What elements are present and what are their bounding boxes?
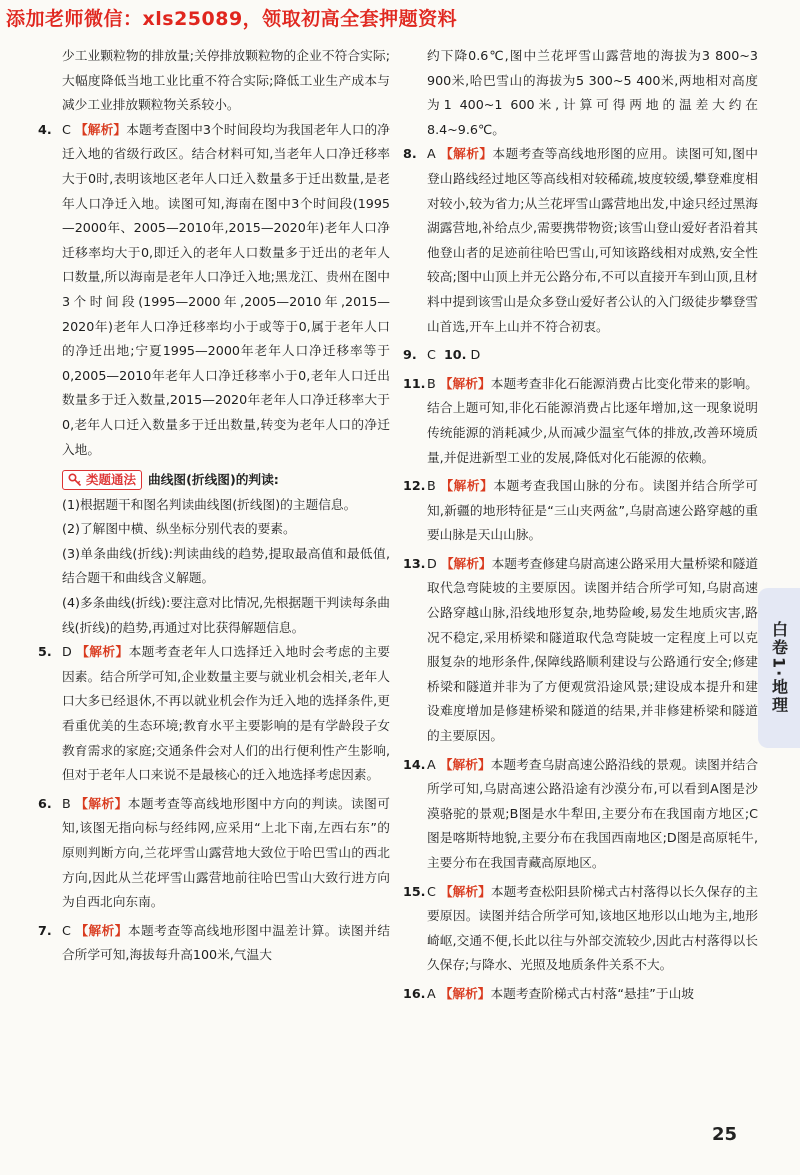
answer-choice: A [427, 146, 436, 162]
analysis-tag: 【解析】 [75, 121, 127, 137]
method-point: (3)单条曲线(折线):判读曲线的趋势,提取最高值和最低值,结合题干和曲线含义解题。 [62, 545, 390, 586]
answer-number: 5. [38, 644, 52, 660]
method-box [38, 468, 390, 640]
analysis-tag: 【解析】 [440, 555, 492, 571]
analysis-tag: 【解析】 [439, 375, 491, 391]
answer-item-13 [403, 552, 758, 749]
answer-text: 本题考查等高线地形图中方向的判读。读图可知,该图无指向标与经纬网,应采用“上北下南,左西右东”的原则判断方向,兰花坪雪山露营地大致位于哈巴雪山的西北方向,因此从兰花坪雪山露营地前往哈巴雪山大致行进方向为自西北向东南。 [62, 795, 390, 910]
method-point: (2)了解图中横、纵坐标分别代表的要素。 [62, 521, 296, 537]
answer-choice: D [427, 555, 437, 571]
method-badge-label: 类题通法 [86, 472, 137, 488]
answer-number: 8. [403, 146, 417, 162]
answer-item-12 [403, 474, 758, 548]
answer-item-6 [38, 792, 390, 915]
answer-item-16 [403, 982, 758, 1007]
answer-text: 本题考查修建乌尉高速公路采用大量桥梁和隧道取代急弯陡坡的主要原因。读图并结合所学可知,乌尉高速公路穿越山脉,沿线地形复杂,地势险峻,易发生地质灾害,路况不稳定,采用桥梁和隧道取代急弯陡坡一定程度上可以克服复杂的地形条件,保障线路顺利建设与公路通行安全;修建桥梁和隧道并非为了方便观赏沿途风景;建设成本提升和建设难度增加是修建桥梁和隧道的结果,并非修建桥梁和隧道的主要原因。 [427, 555, 759, 744]
answer-item-15 [403, 880, 758, 978]
answer-choice: B [62, 795, 71, 811]
answer-text: 本题考查图中3个时间段均为我国老年人口的净迁入地的省级行政区。结合材料可知,当老年人口净迁移率大于0时,表明该地区老年人口迁入数量多于迁出数量,是老年人口净迁入地。读图可知,海南在图中3个时间段(1995—2000年、2005—2010年,2015—2020年)老年人口净迁移率均大于0,即迁入的老年人口数量多于迁出的老年人口数量,所以海南是老年人口净迁入地;黑龙江、贵州在图中3个时间段(1995—2000年,2005—2010年,2015—2020年)老年人口净迁移率均小于或等于0,属于老年人口的净迁出地;宁夏1995—2000年老年人口净迁移率等于0,2005—2010年老年人口净迁移率小于0,老年人口迁出数量多于迁入数量,2015—2020年老年人口净迁移率大于0,老年人口迁入数量多于迁出数量,转变为老年人口的净迁入地。 [62, 121, 390, 457]
answer-text: 本题考查老年人口选择迁入地时会考虑的主要因素。结合所学可知,企业数量主要与就业机会相关,老年人口大多已经退休,不再以就业机会作为迁入地的选择条件,更看重优美的生态环境;教育水平主要影响的是有学龄段子女教育需求的家庭;交通条件会对人们的出行便利性产生影响,但对于老年人口来说不是最核心的迁入地选择考虑因素。 [62, 644, 390, 783]
answer-choice: C [62, 922, 71, 938]
continued-text: 少工业颗粒物的排放量;关停排放颗粒物的企业不符合实际;大幅度降低当地工业比重不符合实际;降低工业生产成本与减少工业排放颗粒物关系较小。 [62, 48, 390, 113]
answer-number: 16. [403, 985, 426, 1001]
promo-banner: 添加老师微信：xls25089，领取初高全套押题资料 [6, 8, 458, 30]
page-number: 25 [712, 1124, 738, 1145]
method-point: (4)多条曲线(折线):要注意对比情况,先根据题干判读每条曲线(折线)的趋势,再通过对比获得解题信息。 [62, 595, 390, 635]
subject-side-tab-label: 白卷1·地理 [769, 621, 789, 715]
continued-text: 约下降0.6℃,图中兰花坪雪山露营地的海拔为3 800~3 900米,哈巴雪山的海拔为5 300~5 400米,两地相对高度为1 400~1 600米,计算可得两地的温差大约在8.4~9.6℃。 [427, 48, 758, 137]
method-point: (1)根据题干和图名判读曲线图(折线图)的主题信息。 [62, 496, 357, 512]
method-badge [62, 470, 142, 490]
right-column [403, 44, 758, 1007]
analysis-tag: 【解析】 [440, 146, 493, 162]
answer-choice: C [62, 121, 71, 137]
analysis-tag: 【解析】 [75, 922, 128, 938]
answer-number: 14. [403, 756, 426, 772]
answer-choice: B [427, 375, 436, 391]
analysis-tag: 【解析】 [439, 756, 491, 772]
answer-text: 本题考查松阳县阶梯式古村落得以长久保存的主要原因。读图并结合所学可知,该地区地形以山地为主,地形崎岖,交通不便,长此以往与外部交流较少,因此古村落得以长久保存;与降水、光照及地质条件关系不大。 [427, 883, 759, 973]
answer-item-7 [38, 919, 390, 968]
subject-side-tab [758, 588, 800, 748]
answer-choice: C [427, 347, 436, 363]
answer-number: 6. [38, 795, 52, 811]
answer-number: 4. [38, 121, 52, 137]
key-icon [68, 473, 82, 487]
answer-text: 本题考查乌尉高速公路沿线的景观。读图并结合所学可知,乌尉高速公路沿途有沙漠分布,可以看到A图是沙漠骆驼的景观;B图是水牛犁田,主要分布在我国南方地区;C图是喀斯特地貌,主要分布在我国西南地区;D图是高原牦牛,主要分布在我国青藏高原地区。 [427, 756, 759, 870]
analysis-tag: 【解析】 [440, 478, 494, 494]
analysis-tag: 【解析】 [439, 985, 491, 1001]
answer-number: 7. [38, 922, 52, 938]
answer-choice: C [427, 883, 436, 899]
left-column [38, 44, 390, 968]
answer-text: 本题考查阶梯式古村落“悬挂”于山坡 [490, 985, 694, 1001]
answer-number: 10. [443, 347, 467, 363]
answer-choice: A [427, 985, 436, 1001]
answer-choice: D [470, 347, 481, 363]
answer-item-11 [403, 372, 758, 470]
answer-item-5 [38, 640, 390, 788]
answer-item-4 [38, 118, 390, 462]
answer-text: 本题考查等高线地形图的应用。读图可知,图中登山路线经过地区等高线相对较稀疏,坡度较缓,攀登难度相对较小,较为省力;从兰花坪雪山露营地出发,中途只经过黑海湖露营地,补给点少,需要携带物资;该雪山登山爱好者沿着其他登山者的足迹前往哈巴雪山,可知该路线相对成熟,安全性较高;图中山顶上并无公路分布,不可以直接开车到山顶,且材料中提到该雪山是众多登山爱好者公认的入门级徒步攀登雪山首选,开车上山并不符合初衷。 [427, 146, 758, 334]
analysis-tag: 【解析】 [76, 644, 129, 660]
answer-choice: D [62, 644, 72, 660]
answer-number: 11. [403, 375, 426, 391]
answer-choice: B [427, 478, 436, 494]
answer-choice: A [427, 756, 436, 772]
analysis-tag: 【解析】 [75, 795, 128, 811]
answer-item-9-10 [403, 343, 758, 368]
answer-text: 本题考查非化石能源消费占比变化带来的影响。结合上题可知,非化石能源消费占比逐年增加,这一现象说明传统能源的消耗减少,从而减少温室气体的排放,改善环境质量,并促进新型工业的发展,降低对化石能源的依赖。 [427, 375, 758, 465]
answer-number: 13. [403, 555, 426, 571]
answer-text: 本题考查等高线地形图中温差计算。读图并结合所学可知,海拔每升高100米,气温大 [62, 922, 390, 963]
answer-text: 本题考查我国山脉的分布。读图并结合所学可知,新疆的地形特征是“三山夹两盆”,乌尉高速公路穿越的重要山脉是天山山脉。 [427, 478, 758, 543]
answer-item-8 [403, 142, 758, 339]
answer-number: 12. [403, 478, 426, 494]
method-title: 曲线图(折线图)的判读: [148, 472, 279, 488]
answer-number: 15. [403, 883, 426, 899]
answer-number: 9. [403, 347, 417, 363]
analysis-tag: 【解析】 [439, 883, 491, 899]
answer-item-14 [403, 753, 758, 876]
